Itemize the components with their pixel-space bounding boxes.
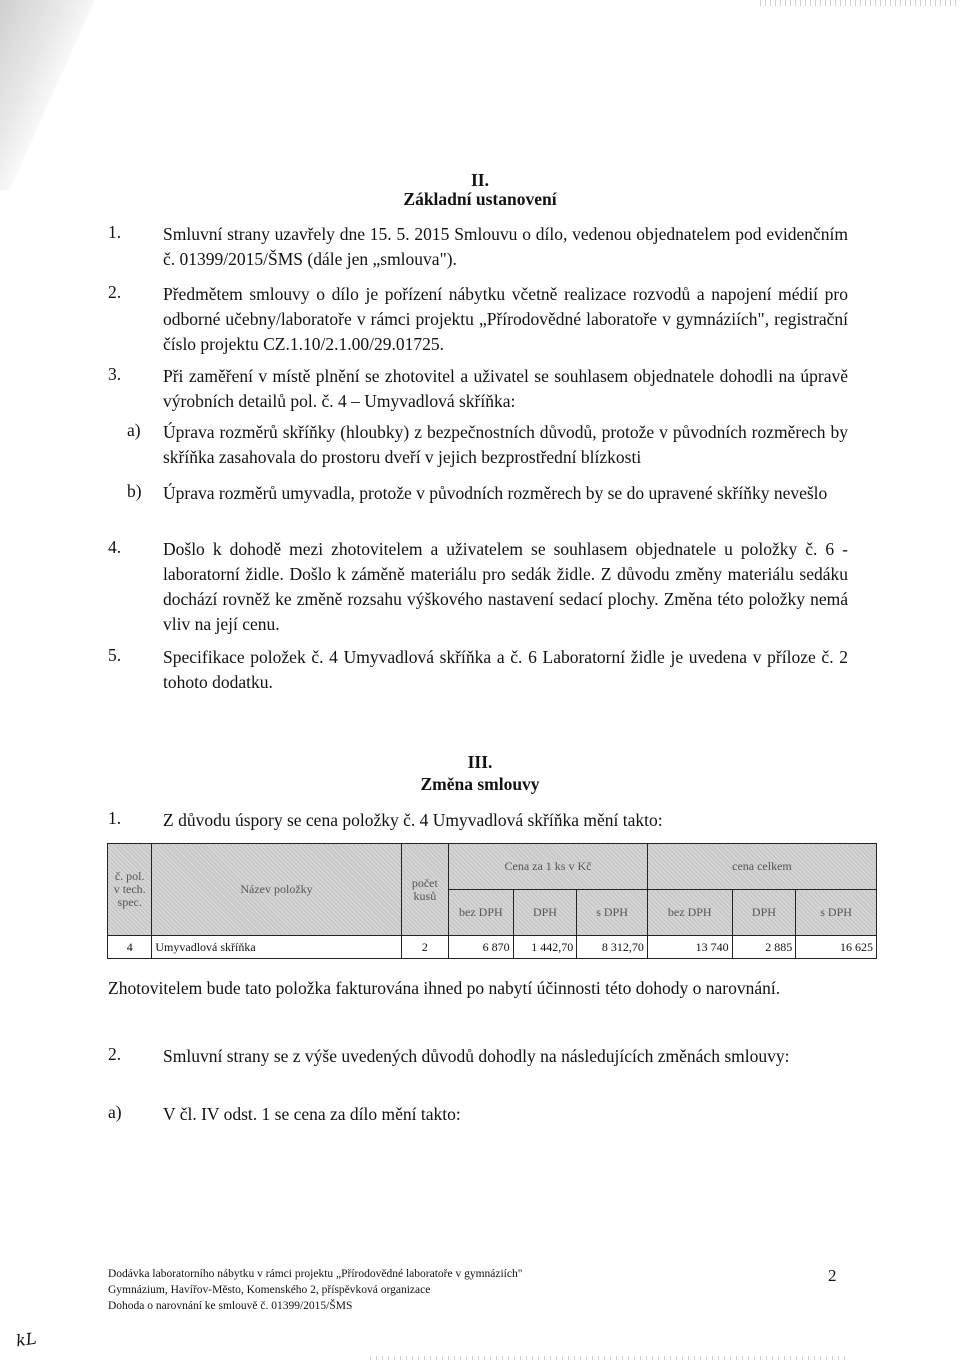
item-number: 1. [108,222,122,242]
section-title: Změna smlouvy [420,774,540,794]
after-table-text: Zhotovitelem bude tato položka fakturována ihned po nabytí účinnosti této dohody o narovnání. [108,978,781,998]
header-count: počet kusů [401,844,448,936]
item-number: 3. [108,364,122,384]
cell-count: 2 [401,936,448,959]
header-total-price: cena celkem [647,844,876,890]
page-footer [108,1266,828,1314]
item-text: Smluvní strany se z výše uvedených důvodů dohodly na následujících změnách smlouvy: [163,1046,790,1066]
cell-value: 13 740 [647,936,732,959]
item-text: Při zaměření v místě plnění se zhotovitel a uživatel se souhlasem objednatele dohodli na úpravě výrobních detailů pol. č. 4 – Umyvadlová skříňka: [163,366,848,411]
subitem-text: V čl. IV odst. 1 se cena za dílo mění takto: [163,1104,461,1124]
item-number: 2. [108,1044,122,1064]
table-row [108,936,877,959]
footer-line: Dodávka laboratorního nábytku v rámci projektu „Přírodovědné laboratoře v gymnáziích" [108,1268,523,1280]
cell-value: 8 312,70 [577,936,648,959]
header-sub: s DPH [577,890,648,936]
price-table [107,843,877,959]
header-unit-price: Cena za 1 ks v Kč [449,844,648,890]
section-title: Základní ustanovení [403,189,557,209]
header-sub: bez DPH [449,890,514,936]
footer-line: Dohoda o narovnání ke smlouvě č. 01399/2015/ŠMS [108,1300,353,1312]
item-number: 4. [108,537,122,557]
scan-corner-fold [0,0,95,190]
item-text: Došlo k dohodě mezi zhotovitelem a uživatelem se souhlasem objednatele u položky č. 6 - laboratorní židle. Došlo k záměně materiálu pro sedák židle. Z důvodu změny materiálu sedáku dochází rovněž ke změně rozsahu výškového nastavení sedací plochy. Změna této položky nemá vliv na její cenu. [163,539,848,634]
header-name: Název položky [152,844,401,936]
cell-value: 1 442,70 [513,936,577,959]
subitem-text: Úprava rozměrů umyvadla, protože v původních rozměrech by se do upravené skříňky nevešlo [163,483,828,503]
header-sub: DPH [513,890,577,936]
item-number: 2. [108,282,122,302]
subitem-text: Úprava rozměrů skříňky (hloubky) z bezpečnostních důvodů, protože v původních rozměrech by skříňka zasahovala do prostoru dveří v jejich bezprostřední blízkosti [163,422,848,467]
cell-value: 2 885 [732,936,796,959]
subitem-label: a) [127,420,141,440]
item-text: Smluvní strany uzavřely dne 15. 5. 2015 Smlouvu o dílo, vedenou objednatelem pod evidenčním č. 01399/2015/ŠMS (dále jen „smlouva"). [163,224,848,269]
item-text: Specifikace položek č. 4 Umyvadlová skříňka a č. 6 Laboratorní židle je uvedena v příloze č. 2 tohoto dodatku. [163,647,848,692]
header-sub: bez DPH [647,890,732,936]
subitem-label: b) [127,481,142,501]
item-number: 5. [108,645,122,665]
scan-artifact [370,1356,850,1360]
handwritten-initials: kL [14,1328,38,1351]
item-text: Z důvodu úspory se cena položky č. 4 Umyvadlová skříňka mění takto: [163,810,663,830]
cell-pol: 4 [108,936,152,959]
scan-artifact [760,0,960,6]
section-number: II. [471,170,489,190]
header-pol: č. pol. v tech. spec. [108,844,152,936]
cell-name: Umyvadlová skříňka [152,936,401,959]
footer-line: Gymnázium, Havířov-Město, Komenského 2, příspěvková organizace [108,1284,431,1296]
header-sub: DPH [732,890,796,936]
section-number: III. [467,752,493,772]
item-number: 1. [108,808,122,828]
item-text: Předmětem smlouvy o dílo je pořízení nábytku včetně realizace rozvodů a napojení médií pro odborné učebny/laboratoře v rámci projektu „Přírodovědné laboratoře v gymnáziích", registrační číslo projektu CZ.1.10/2.1.00/29.01725. [163,284,848,354]
cell-value: 16 625 [796,936,877,959]
cell-value: 6 870 [449,936,514,959]
subitem-label: a) [108,1102,122,1122]
page-number: 2 [828,1266,837,1285]
header-sub: s DPH [796,890,877,936]
